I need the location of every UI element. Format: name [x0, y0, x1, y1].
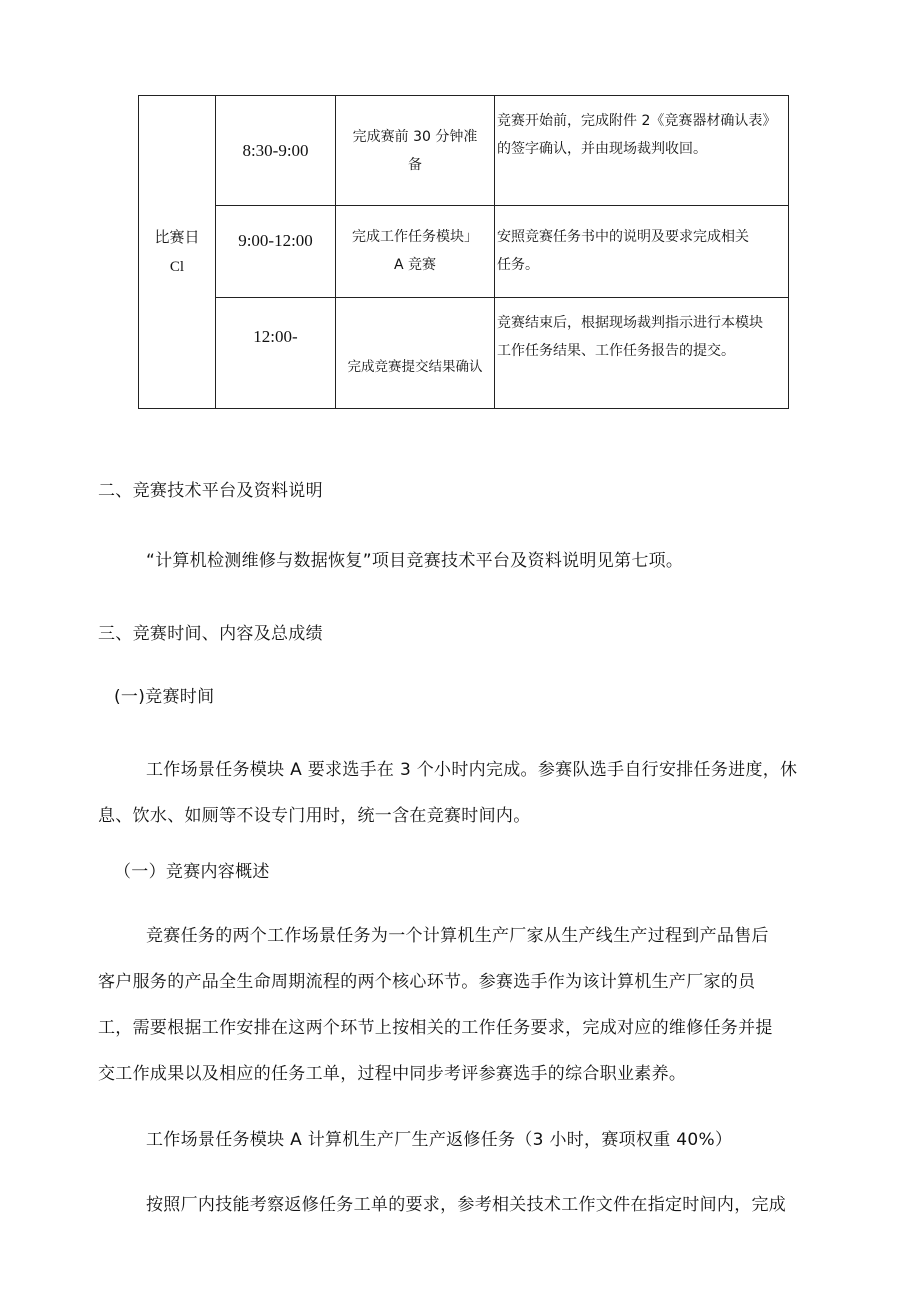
- task-cell: [336, 96, 495, 206]
- note-text-line2: 任务。: [497, 257, 539, 274]
- note-cell: [495, 297, 789, 408]
- task-cell: [336, 206, 495, 297]
- time-cell: [216, 206, 336, 297]
- task-text-line1: 完成竞赛提交结果确认: [347, 358, 483, 375]
- module-a-paragraph-line1: 按照厂内技能考察返修任务工单的要求，参考相关技术工作文件在指定时间内，完成: [146, 1195, 787, 1215]
- section-2-heading: 二、竞赛技术平台及资料说明: [98, 481, 323, 501]
- note-text-line1: 安照竞赛任务书中的说明及要求完成相关: [497, 229, 749, 246]
- time-text: 9:00-12:00: [238, 231, 313, 251]
- time-cell: [216, 96, 336, 206]
- day-cell: [139, 96, 216, 409]
- subsection-time-heading: (一)竞赛时间: [114, 687, 215, 707]
- table-row: [139, 206, 789, 297]
- time-text: 12:00-: [253, 326, 298, 346]
- content-paragraph-line2: 客户服务的产品全生命周期流程的两个核心环节。参赛选手作为该计算机生产厂家的员: [98, 972, 756, 992]
- time-text: 8:30-9:00: [242, 140, 309, 160]
- section-3-heading: 三、竞赛时间、内容及总成绩: [98, 624, 323, 644]
- subsection-content-heading: （一）竞赛内容概述: [114, 862, 270, 882]
- content-paragraph-line4: 交工作成果以及相应的任务工单，过程中同步考评参赛选手的综合职业素养。: [98, 1064, 687, 1084]
- day-label: 比赛日: [154, 228, 200, 246]
- day-code: Cl: [169, 259, 185, 275]
- module-a-title: 工作场景任务模块 A 计算机生产厂生产返修任务（3 小时，赛项权重 40%）: [146, 1130, 733, 1150]
- note-text-line2: 工作任务结果、工作任务报告的提交。: [497, 342, 735, 359]
- task-text-line1: 完成赛前 30 分钟准: [352, 128, 478, 145]
- time-cell: [216, 297, 336, 408]
- note-text-line2: 的签字确认，并由现场裁判收回。: [497, 140, 707, 157]
- task-cell: [336, 297, 495, 408]
- time-paragraph-line1: 工作场景任务模块 A 要求选手在 3 个小时内完成。参赛队选手自行安排任务进度，休: [146, 760, 798, 780]
- task-text-line2: 备: [408, 156, 422, 173]
- table-row: [139, 297, 789, 408]
- content-paragraph-line3: 工，需要根据工作安排在这两个环节上按相关的工作任务要求，完成对应的维修任务并提: [98, 1018, 773, 1038]
- section-2-body: “计算机检测维修与数据恢复”项目竞赛技术平台及资料说明见第七项。: [146, 551, 684, 571]
- note-cell: [495, 206, 789, 297]
- competition-schedule-table: [138, 95, 789, 409]
- task-text-line2: A 竞赛: [393, 257, 437, 274]
- time-paragraph-line2: 息、饮水、如厕等不设专门用时，统一含在竞赛时间内。: [98, 806, 531, 826]
- note-text-line1: 竞赛结束后，根据现场裁判指示进行本模块: [497, 314, 763, 331]
- note-cell: [495, 96, 789, 206]
- note-text-line1: 竞赛开始前，完成附件 2《竞赛器材确认表》: [497, 112, 777, 129]
- task-text-line1: 完成工作任务模块」: [352, 229, 478, 246]
- content-paragraph-line1: 竞赛任务的两个工作场景任务为一个计算机生产厂家从生产线生产过程到产品售后: [146, 926, 769, 946]
- table-row: [139, 96, 789, 206]
